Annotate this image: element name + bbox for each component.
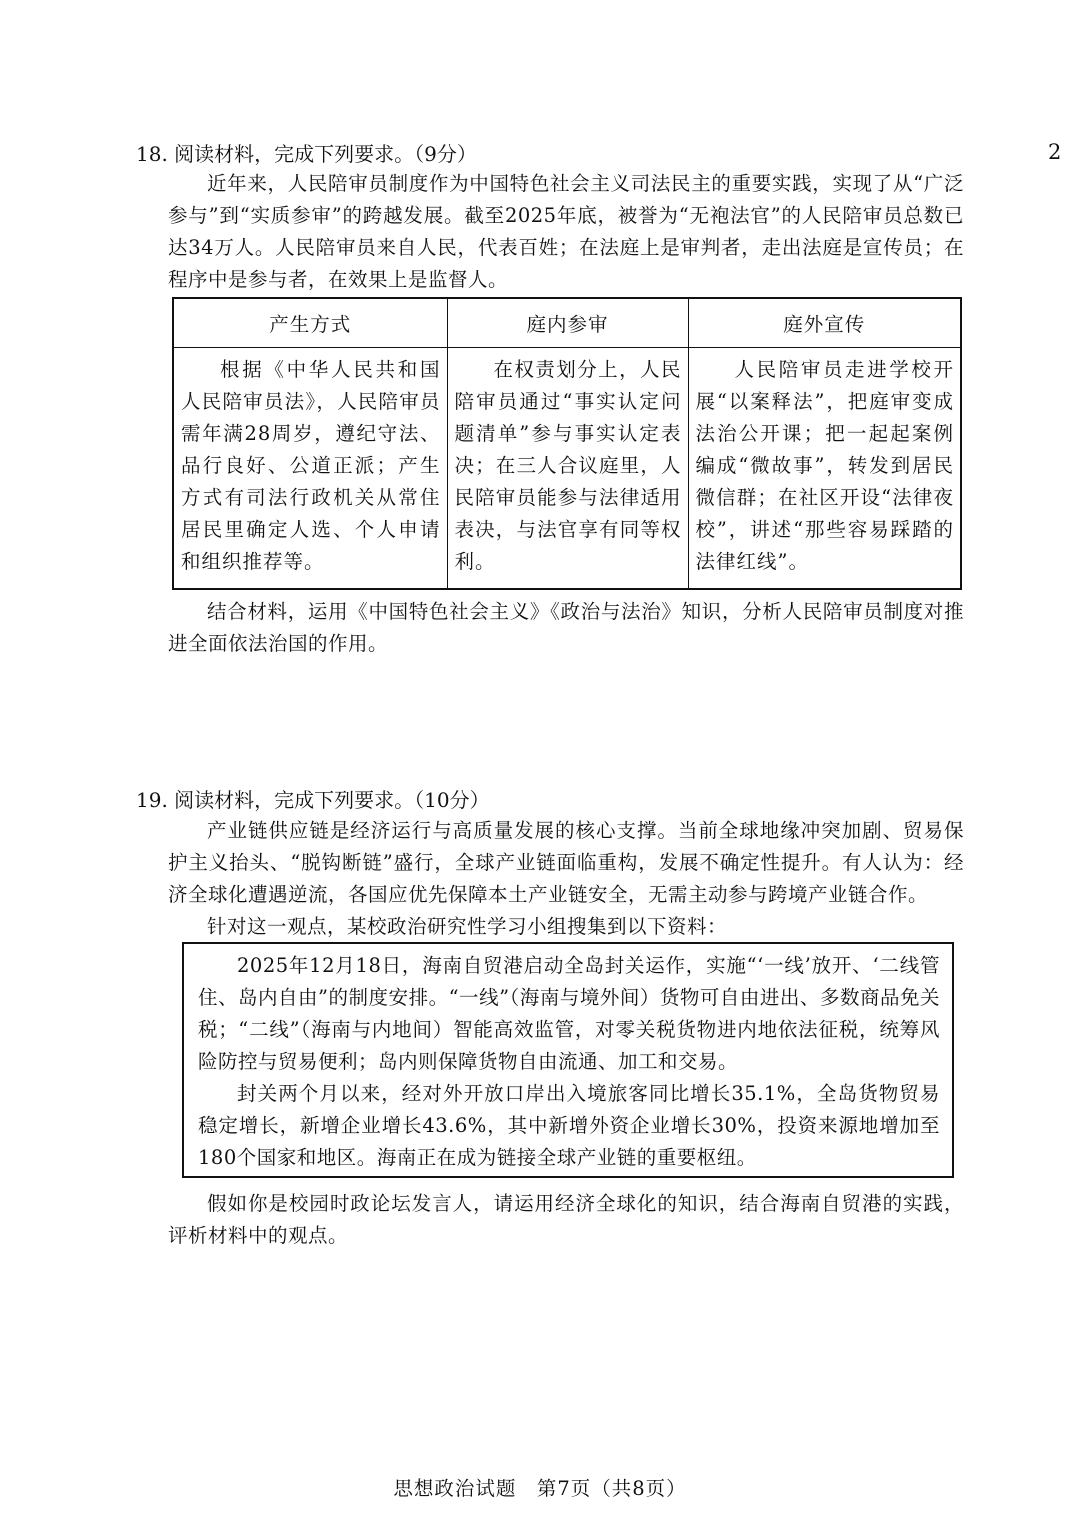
table-header-cell: 庭内参审	[447, 298, 688, 348]
table-header-cell: 产生方式	[173, 298, 447, 348]
q19-box-paragraph-1: 2025年12月18日，海南自贸港启动全岛封关运作，实施“‘一线’放开、‘二线管住、岛内自由”的制度安排。“一线”（海南与境外间）货物可自由进出、多数商品免关税；“二线”（海南与内地间）智能高效监管，对零关税货物进内地依法征税，统筹风险防控与贸易便利；岛内则保障货物自由流通、加工和交易。	[198, 954, 940, 1073]
table-header-row	[173, 298, 961, 348]
q19-box-paragraph-2: 封关两个月以来，经对外开放口岸出入境旅客同比增长35.1%，全岛货物贸易稳定增长，新增企业增长43.6%，其中新增外资企业增长30%，投资来源地增加至180个国家和地区。海南正在成为链接全球产业链的重要枢纽。	[198, 1082, 940, 1169]
q18-question	[168, 596, 964, 660]
q18-intro-text: 近年来，人民陪审员制度作为中国特色社会主义司法民主的重要实践，实现了从“广泛参与”到“实质参审”的跨越发展。截至2025年底，被誉为“无袍法官”的人民陪审员总数已达34万人。人民陪审员来自人民，代表百姓；在法庭上是审判者，走出法庭是宣传员；在程序中是参与者，在效果上是监督人。	[168, 172, 964, 291]
q19-intro-text-2: 针对这一观点，某校政治研究性学习小组搜集到以下资料：	[207, 915, 728, 938]
q19-question	[168, 1188, 964, 1252]
table-cell: 在权责划分上，人民陪审员通过“事实认定问题清单”参与事实认定表决；在三人合议庭里，人民陪审员能参与法律适用表决，与法官享有同等权利。	[447, 348, 688, 590]
q19-intro-text: 产业链供应链是经济运行与高质量发展的核心支撑。当前全球地缘冲突加剧、贸易保护主义抬头、“脱钩断链”盛行，全球产业链面临重构，发展不确定性提升。有人认为：经济全球化遭遇逆流，各国应优先保障本土产业链安全，无需主动参与跨境产业链合作。	[168, 819, 964, 906]
q18-intro	[168, 168, 964, 296]
table-header-cell: 庭外宣传	[688, 298, 961, 348]
q19-heading: 19. 阅读材料，完成下列要求。（10分）	[136, 788, 490, 812]
q19-question-text: 假如你是校园时政论坛发言人，请运用经济全球化的知识，结合海南自贸港的实践，评析材料中的观点。	[168, 1192, 964, 1247]
q19-intro	[168, 815, 964, 943]
table-cell: 根据《中华人民共和国人民陪审员法》，人民陪审员需年满28周岁，遵纪守法、品行良好、公道正派；产生方式有司法行政机关从常住居民里确定人选、个人申请和组织推荐等。	[173, 348, 447, 590]
q18-question-text: 结合材料，运用《中国特色社会主义》《政治与法治》知识，分析人民陪审员制度对推进全面依法治国的作用。	[168, 600, 964, 655]
q19-material-box	[182, 942, 954, 1178]
q18-heading: 18. 阅读材料，完成下列要求。（9分）	[136, 142, 477, 166]
q18-material-table	[172, 297, 962, 590]
table-row	[173, 348, 961, 590]
table-cell: 人民陪审员走进学校开展“以案释法”，把庭审变成法治公开课；把一起起案例编成“微故事”，转发到居民微信群；在社区开设“法律夜校”，讲述“那些容易踩踏的法律红线”。	[688, 348, 961, 590]
page-footer: 思想政治试题 第7页（共8页）	[393, 1477, 687, 1500]
corner-page-number: 2	[1048, 140, 1062, 164]
